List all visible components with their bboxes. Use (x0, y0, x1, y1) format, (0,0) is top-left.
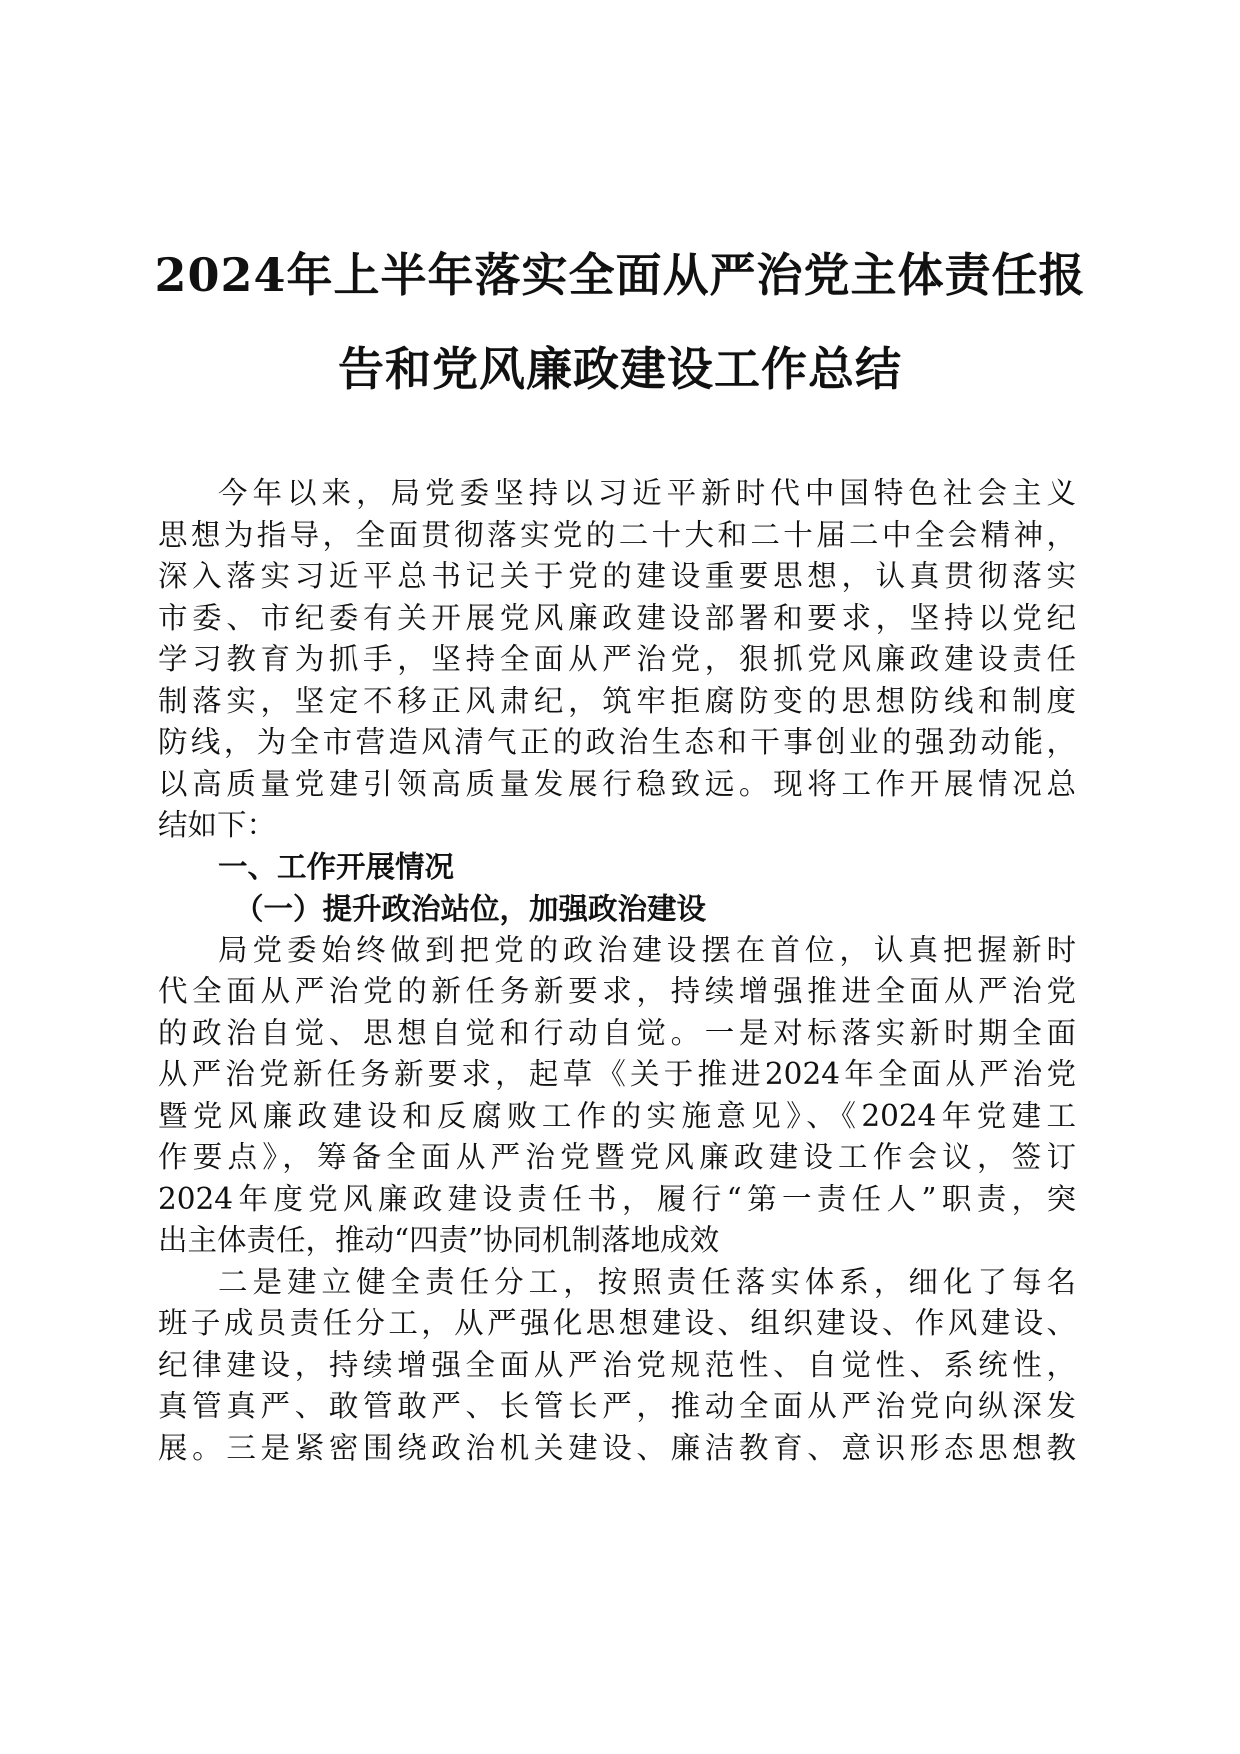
title-line: 2024年上半年落实全面从严治党主体责任报 (154, 248, 1086, 302)
para1-line: 从严治党新任务新要求，起草《关于推进2024年全面从严治党 (158, 1057, 1076, 1091)
para2-line: 二是建立健全责任分工，按照责任落实体系，细化了每名 (218, 1264, 1076, 1299)
intro-line: 今年以来，局党委坚持以习近平新时代中国特色社会主义 (218, 476, 1076, 510)
para1-line: 暨党风廉政建设和反腐败工作的实施意见》、《2024年党建工 (158, 1098, 1076, 1133)
document-body (158, 473, 1076, 1469)
para1-line: 作要点》，筹备全面从严治党暨党风廉政建设工作会议，签订 (158, 1140, 1076, 1174)
section-heading: 一、工作开展情况 (218, 849, 455, 884)
intro-line: 结如下： (158, 808, 277, 842)
document-title (140, 228, 1100, 416)
intro-line: 防线，为全市营造风清气正的政治生态和干事创业的强劲动能， (158, 725, 1076, 759)
intro-line: 学习教育为抓手，坚持全面从严治党，狠抓党风廉政建设责任 (158, 642, 1076, 676)
para1-line: 2024年度党风廉政建设责任书，履行“第一责任人”职责，突 (158, 1181, 1076, 1216)
para1-line: 局党委始终做到把党的政治建设摆在首位，认真把握新时 (218, 932, 1076, 967)
para1-line: 代全面从严治党的新任务新要求，持续增强推进全面从严治党 (158, 974, 1076, 1008)
para1-line: 出主体责任，推动“四责”协同机制落地成效 (158, 1223, 720, 1257)
para2-line: 展。三是紧密围绕政治机关建设、廉洁教育、意识形态思想教 (158, 1430, 1076, 1465)
intro-line: 以高质量党建引领高质量发展行稳致远。现将工作开展情况总 (158, 766, 1076, 801)
para2-line: 纪律建设，持续增强全面从严治党规范性、自觉性、系统性， (158, 1347, 1076, 1382)
intro-line: 市委、市纪委有关开展党风廉政建设部署和要求，坚持以党纪 (158, 600, 1076, 635)
para1-line: 的政治自觉、思想自觉和行动自觉。一是对标落实新时期全面 (158, 1015, 1076, 1050)
title-line: 告和党风廉政建设工作总结 (338, 342, 902, 396)
intro-line: 制落实，坚定不移正风肃纪，筑牢拒腐防变的思想防线和制度 (158, 683, 1076, 718)
para2-line: 真管真严、敢管敢严、长管长严，推动全面从严治党向纵深发 (158, 1389, 1076, 1423)
para2-line: 班子成员责任分工，从严强化思想建设、组织建设、作风建设、 (158, 1306, 1076, 1340)
intro-line: 思想为指导，全面贯彻落实党的二十大和二十届二中全会精神， (158, 517, 1076, 552)
subsection-heading: （一）提升政治站位，加强政治建设 (234, 891, 707, 926)
intro-line: 深入落实习近平总书记关于党的建设重要思想，认真贯彻落实 (158, 559, 1076, 593)
